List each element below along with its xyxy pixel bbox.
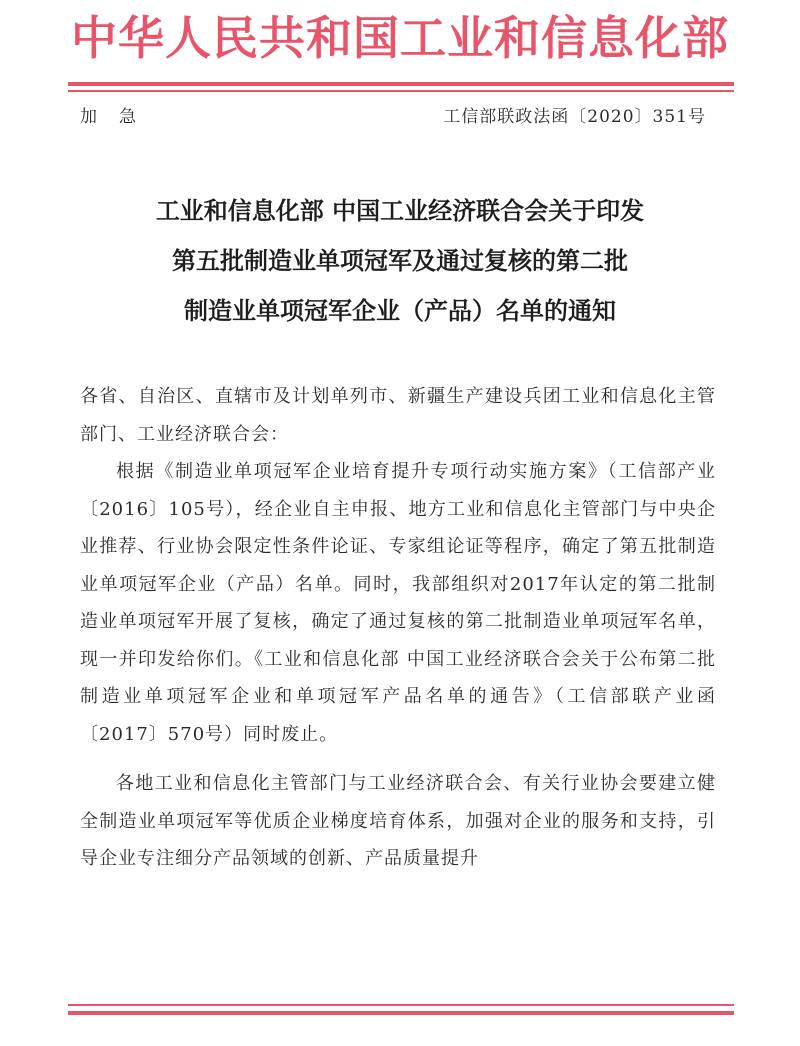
body-paragraph-2: 各地工业和信息化主管部门与工业经济联合会、有关行业协会要建立健全制造业单项冠军等优质企业梯度培育体系，加强对企业的服务和支持，引导企业专注细分产品领域的创新、产品质量提升	[80, 773, 716, 869]
title-line-2: 第五批制造业单项冠军及通过复核的第二批	[172, 247, 628, 275]
header-red-rule-top	[68, 82, 734, 86]
urgency-label: 加急	[80, 107, 158, 127]
body-paragraph-1: 根据《制造业单项冠军企业培育提升专项行动实施方案》（工信部产业〔2016〕105号），经企业自主申报、地方工业和信息化主管部门与中央企业推荐、行业协会限定性条件论证、专家组论证等程序，确定了第五批制造业单项冠军企业（产品）名单。同时，我部组织对2017年认定的第二批制造业单项冠军开展了复核，确定了通过复核的第二批制造业单项冠军名单，现一并印发给你们。《工业和信息化部 中国工业经济联合会关于公布第二批制造业单项冠军企业和单项冠军产品名单的通告》（工信部联产业函〔2017〕570号）同时废止。	[80, 461, 716, 745]
issuing-organization-title: 中华人民共和国工业和信息化部	[71, 11, 729, 65]
title-line-3: 制造业单项冠军企业（产品）名单的通知	[184, 297, 616, 325]
document-body	[80, 378, 716, 878]
footer-red-rule-bottom	[68, 1011, 734, 1015]
document-meta-row	[80, 104, 706, 130]
document-title	[60, 186, 740, 336]
header-red-rule-bottom	[68, 90, 734, 92]
footer-red-rule-top	[68, 1004, 734, 1006]
document-number: 工信部联政法函〔2020〕351号	[443, 107, 706, 127]
title-line-1: 工业和信息化部 中国工业经济联合会关于印发	[155, 197, 645, 225]
salutation: 各省、自治区、直辖市及计划单列市、新疆生产建设兵团工业和信息化主管部门、工业经济联合会：	[80, 386, 716, 445]
